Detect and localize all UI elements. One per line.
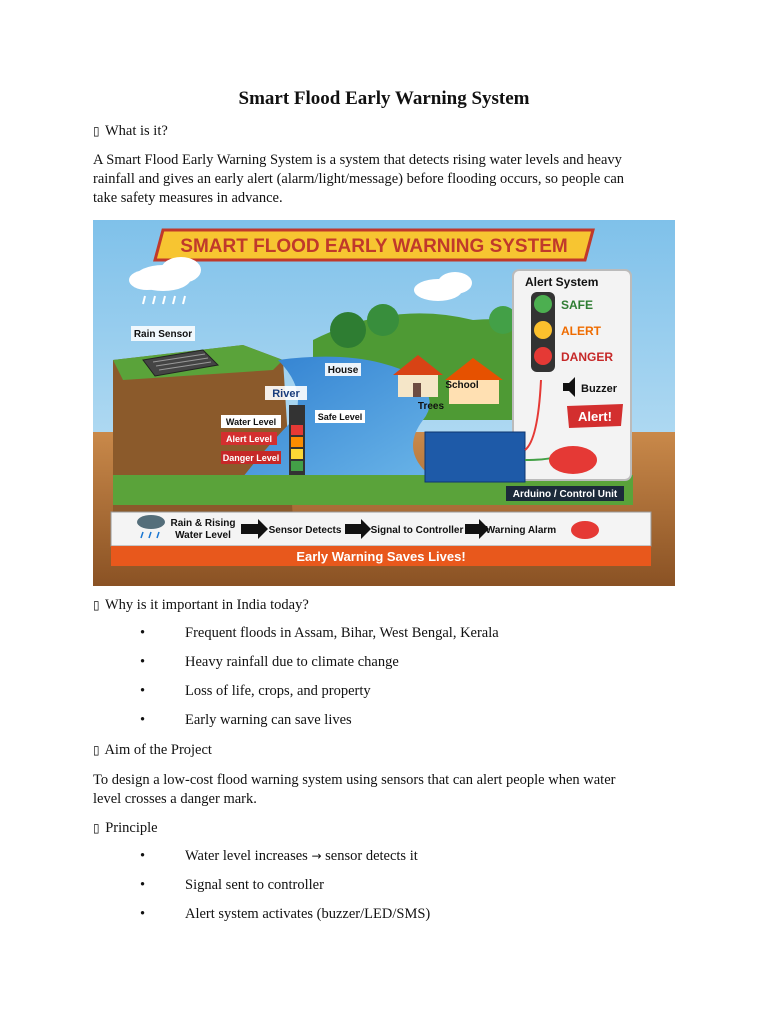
alert-light-icon (534, 321, 552, 339)
what-line-2: rainfall and gives an early alert (alarm/light/message) before flooding occurs, so people can (93, 171, 625, 187)
flood-warning-illustration (93, 220, 675, 586)
label-water-level: Water Level (225, 417, 277, 427)
label-safe-level: Safe Level (317, 412, 363, 422)
illustration-banner: SMART FLOOD EARLY WARNING SYSTEM (180, 236, 568, 257)
label-safe: SAFE (561, 298, 594, 312)
bullet-icon: • (140, 712, 146, 728)
flow-step-1-line-2: Water Level (175, 530, 231, 541)
label-danger-level: Danger Level (222, 453, 280, 463)
flow-step-2: Sensor Detects (268, 525, 342, 536)
label-arduino: Arduino / Control Unit (512, 489, 618, 500)
missing-glyph-icon: ▯ (93, 821, 100, 835)
bullet-icon: • (140, 877, 146, 893)
heading-aim: ▯ Aim of the Project (93, 742, 212, 758)
water-level-sensor-icon (289, 405, 305, 475)
tree-icon (330, 312, 366, 348)
list-item: Early warning can save lives (185, 712, 352, 728)
arrow-right-icon: → (311, 849, 322, 863)
illustration-footer: Early Warning Saves Lives! (296, 549, 466, 564)
list-item: Signal sent to controller (185, 877, 324, 893)
list-item: Loss of life, crops, and property (185, 683, 371, 699)
label-alert: ALERT (561, 324, 601, 338)
heading-why: ▯ Why is it important in India today? (93, 597, 309, 613)
label-danger: DANGER (561, 350, 614, 364)
bullet-icon: • (140, 654, 146, 670)
arduino-board-icon (425, 432, 525, 482)
heading-principle: ▯ Principle (93, 820, 158, 836)
list-item: Heavy rainfall due to climate change (185, 654, 399, 670)
bullet-icon: • (140, 625, 146, 641)
tree-icon (367, 304, 399, 336)
label-alert-bubble: Alert! (578, 409, 612, 424)
danger-light-icon (534, 347, 552, 365)
missing-glyph-icon: ▯ (93, 743, 100, 757)
label-rain-sensor: Rain Sensor (133, 329, 193, 340)
bullet-icon: • (140, 906, 146, 922)
flow-step-1-line-1: Rain & Rising (170, 518, 236, 529)
aim-line-2: level crosses a danger mark. (93, 791, 257, 807)
label-school: School (445, 380, 479, 391)
list-item: Frequent floods in Assam, Bihar, West Bengal, Kerala (185, 625, 499, 641)
bullet-icon: • (140, 848, 146, 864)
label-alert-level: Alert Level (225, 434, 273, 444)
flow-step-3: Signal to Controller (370, 525, 464, 536)
page-title: Smart Flood Early Warning System (238, 88, 530, 109)
label-river: River (272, 388, 300, 400)
heading-what: ▯ What is it? (93, 123, 168, 139)
alarm-siren-icon (549, 446, 597, 474)
what-line-1: A Smart Flood Early Warning System is a system that detects rising water levels and heavy (93, 152, 622, 168)
what-line-3: take safety measures in advance. (93, 190, 283, 206)
missing-glyph-icon: ▯ (93, 598, 100, 612)
label-buzzer: Buzzer (581, 383, 618, 395)
label-alert-system: Alert System (525, 275, 599, 289)
list-item: Alert system activates (buzzer/LED/SMS) (185, 906, 431, 922)
flow-step-4: Warning Alarm (485, 525, 557, 536)
label-trees: Trees (417, 401, 445, 412)
safe-light-icon (534, 295, 552, 313)
aim-line-1: To design a low-cost flood warning system using sensors that can alert people when water (93, 772, 616, 788)
label-house: House (327, 365, 359, 376)
bullet-icon: • (140, 683, 146, 699)
list-item: Water level increases → sensor detects it (185, 848, 418, 864)
missing-glyph-icon: ▯ (93, 124, 100, 138)
alarm-icon (571, 521, 599, 539)
